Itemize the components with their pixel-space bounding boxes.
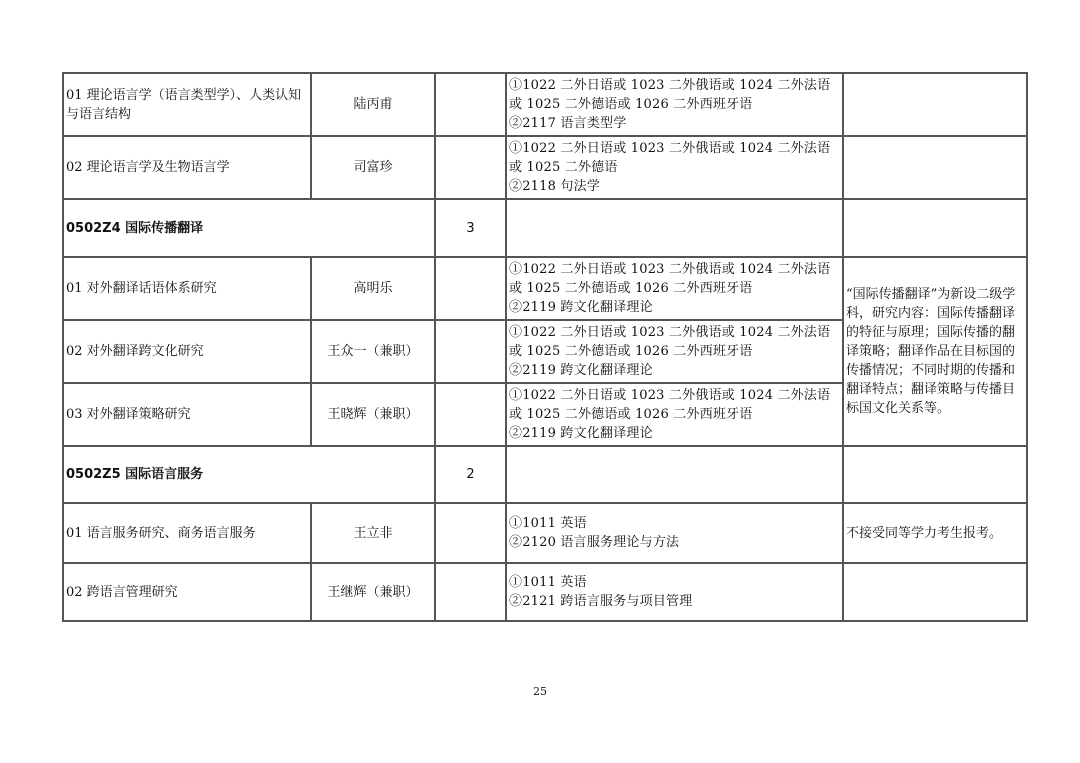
exam-line: ②2121 跨语言服务与项目管理 <box>509 594 693 609</box>
exam-subjects <box>506 383 843 446</box>
advisor-name: 高明乐 <box>311 257 435 320</box>
exam-subjects <box>506 563 843 621</box>
exam-subjects <box>506 320 843 383</box>
remark-cell <box>843 136 1027 199</box>
major-header-row <box>63 199 1027 257</box>
catalog-table <box>62 72 1028 622</box>
exam-line: ②2120 语言服务理论与方法 <box>509 535 680 550</box>
exam-line: ①1022 二外日语或 1023 二外俄语或 1024 二外法语 <box>509 78 831 93</box>
table-row <box>63 503 1027 563</box>
exam-subjects <box>506 446 843 503</box>
table-row <box>63 257 1027 320</box>
major-quota: 2 <box>435 446 506 503</box>
research-direction: 01 理论语言学（语言类型学）、人类认知与语言结构 <box>63 73 311 136</box>
advisor-name: 王晓辉（兼职） <box>311 383 435 446</box>
exam-line: ①1022 二外日语或 1023 二外俄语或 1024 二外法语 <box>509 141 831 156</box>
advisor-name: 王继辉（兼职） <box>311 563 435 621</box>
exam-line: 或 1025 二外德语或 1026 二外西班牙语 <box>509 97 753 112</box>
advisor-name: 陆丙甫 <box>311 73 435 136</box>
research-direction: 01 语言服务研究、商务语言服务 <box>63 503 311 563</box>
remark-cell <box>843 73 1027 136</box>
quota-cell <box>435 257 506 320</box>
exam-subjects <box>506 503 843 563</box>
quota-cell <box>435 73 506 136</box>
major-header-row <box>63 446 1027 503</box>
exam-subjects <box>506 199 843 257</box>
major-quota: 3 <box>435 199 506 257</box>
exam-line: ②2119 跨文化翻译理论 <box>509 300 653 315</box>
quota-cell <box>435 563 506 621</box>
research-direction: 02 对外翻译跨文化研究 <box>63 320 311 383</box>
research-direction: 02 跨语言管理研究 <box>63 563 311 621</box>
table-row <box>63 73 1027 136</box>
remark-cell: 不接受同等学力考生报考。 <box>843 503 1027 563</box>
exam-line: 或 1025 二外德语或 1026 二外西班牙语 <box>509 281 753 296</box>
advisor-name: 王众一（兼职） <box>311 320 435 383</box>
exam-line: ②2117 语言类型学 <box>509 116 627 131</box>
remark-cell <box>843 563 1027 621</box>
advisor-name: 司富珍 <box>311 136 435 199</box>
exam-line: ①1011 英语 <box>509 575 587 590</box>
exam-line: ②2119 跨文化翻译理论 <box>509 426 653 441</box>
research-direction: 01 对外翻译话语体系研究 <box>63 257 311 320</box>
exam-line: ②2119 跨文化翻译理论 <box>509 363 653 378</box>
quota-cell <box>435 503 506 563</box>
exam-line: ①1022 二外日语或 1023 二外俄语或 1024 二外法语 <box>509 262 831 277</box>
exam-line: 或 1025 二外德语 <box>509 160 618 175</box>
major-title: 0502Z4 国际传播翻译 <box>63 199 435 257</box>
exam-line: 或 1025 二外德语或 1026 二外西班牙语 <box>509 344 753 359</box>
exam-line: 或 1025 二外德语或 1026 二外西班牙语 <box>509 407 753 422</box>
remark-cell <box>843 446 1027 503</box>
remark-cell: “国际传播翻译”为新设二级学科，研究内容：国际传播翻译的特征与原理；国际传播的翻译策略；翻译作品在目标国的传播情况；不同时期的传播和翻译特点；翻译策略与传播目标国文化关系等。 <box>843 257 1027 446</box>
page-number: 25 <box>533 685 547 698</box>
quota-cell <box>435 383 506 446</box>
exam-line: ②2118 句法学 <box>509 179 601 194</box>
quota-cell <box>435 320 506 383</box>
table-row <box>63 136 1027 199</box>
exam-line: ①1011 英语 <box>509 516 587 531</box>
exam-line: ①1022 二外日语或 1023 二外俄语或 1024 二外法语 <box>509 325 831 340</box>
table-row <box>63 563 1027 621</box>
research-direction: 03 对外翻译策略研究 <box>63 383 311 446</box>
research-direction: 02 理论语言学及生物语言学 <box>63 136 311 199</box>
exam-subjects <box>506 73 843 136</box>
exam-subjects <box>506 136 843 199</box>
exam-subjects <box>506 257 843 320</box>
major-title: 0502Z5 国际语言服务 <box>63 446 435 503</box>
quota-cell <box>435 136 506 199</box>
remark-cell <box>843 199 1027 257</box>
exam-line: ①1022 二外日语或 1023 二外俄语或 1024 二外法语 <box>509 388 831 403</box>
advisor-name: 王立非 <box>311 503 435 563</box>
